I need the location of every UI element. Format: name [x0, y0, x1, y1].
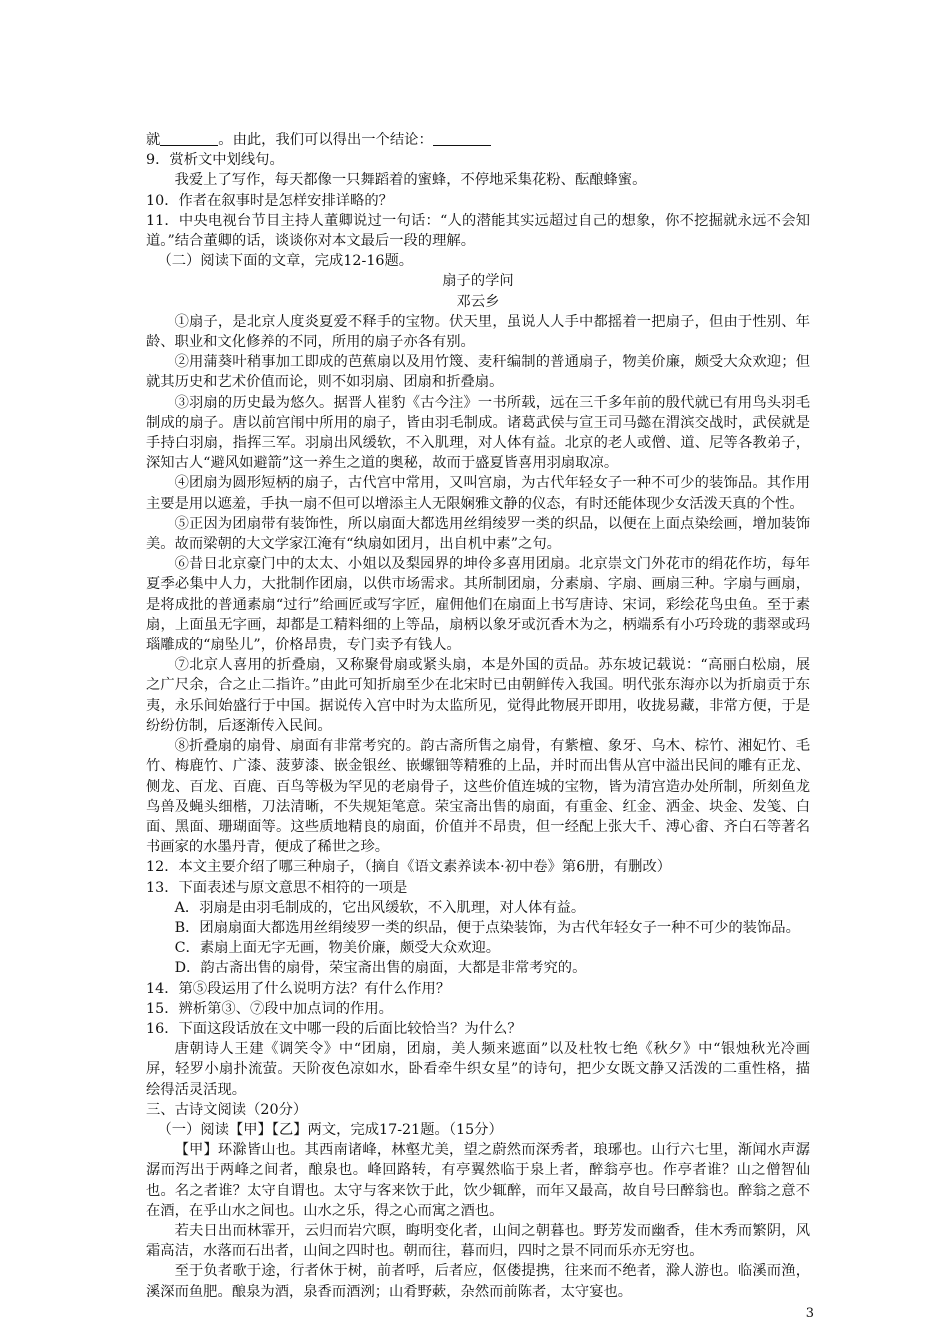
paragraph-text: 唐朝诗人王建《调笑令》中“团扇，团扇，美人频来遮面”以及杜牧七绝《秋夕》中“银烛秋光冷画屏，轻罗小扇扑流萤。天阶夜色凉如水，卧看牵牛织女星”的诗句，把少女既文静又活泼的二重性格，描绘得活灵活现。 [146, 1041, 810, 1098]
paragraph-text: 。由此，我们可以得出一个结论： [218, 132, 433, 148]
paragraph-text: ⑧折叠扇的扇骨、扇面有非常考究的。韵古斋所售之扇骨，有紫檀、象牙、乌木、棕竹、湘妃竹、毛竹、梅鹿竹、广漆、菠萝漆、嵌金银丝、嵌螺钿等精雅的上品，并时而出售从宫中溢出民间的雕有正龙、侧龙、百龙、百鹿、百鸟等极为罕见的老扇骨子，这些价值连城的宝物，皆为清宫造办处所制，所刻鱼龙鸟兽及蝇头细楷，刀法清晰，不失规矩笔意。荣宝斋出售的扇面，有重金、红金、洒金、块金、发笺、白面、黑面、珊瑚面等。这些质地精良的扇面，价值并不昂贵，但一经配上张大千、溥心畬、齐白石等著名书画家的水墨丹青，便成了稀世之珍。 [146, 738, 810, 856]
paragraph-text: A．羽扇是由羽毛制成的，它出风缓软，不入肌理，对人体有益。 [174, 899, 586, 916]
paragraph-text: 14．第⑤段运用了什么说明方法？有什么作用？ [146, 980, 451, 997]
text-paragraph [146, 898, 810, 918]
paragraph-text: 若夫日出而林霏开，云归而岩穴暝，晦明变化者，山间之朝暮也。野芳发而幽香，佳木秀而繁阴，风霜高洁，水落而石出者，山间之四时也。朝而往，暮而归，四时之景不同而乐亦无穷也。 [146, 1222, 810, 1260]
document-body [146, 130, 810, 1302]
paragraph-text: 16．下面这段话放在文中哪一段的后面比较恰当？为什么？ [146, 1020, 522, 1037]
paragraph-text: 9．赏析文中划线句。 [146, 152, 284, 169]
text-paragraph [146, 514, 810, 554]
answer-blank[interactable] [433, 131, 491, 146]
paragraph-text: 邓云乡 [456, 293, 500, 310]
paragraph-text: 13．下面表述与原文意思不相符的一项是 [146, 879, 408, 896]
paragraph-text: ①扇子，是北京人度炎夏爱不释手的宝物。伏天里，虽说人人手中都摇着一把扇子，但由于性别、年龄、职业和文化修养的不同，所用的扇子亦各有别。 [146, 313, 810, 351]
paragraph-text: 扇子的学问 [442, 273, 514, 290]
text-paragraph [146, 999, 810, 1019]
text-paragraph [146, 736, 810, 857]
paragraph-text: （二）阅读下面的文章，完成12-16题。 [157, 253, 414, 270]
paragraph-text: ②用蒲葵叶稍事加工即成的芭蕉扇以及用竹篾、麦秆编制的普通扇子，物美价廉，颇受大众欢迎；但就其历史和艺术价值而论，则不如羽扇、团扇和折叠扇。 [146, 354, 810, 391]
paragraph-text: 15．辨析第③、⑦段中加点词的作用。 [146, 1000, 393, 1017]
text-paragraph [146, 878, 810, 898]
paragraph-text: 10．作者在叙事时是怎样安排详略的？ [146, 192, 393, 209]
page-number: 3 [805, 1306, 814, 1321]
paragraph-text: 12．本文主要介绍了哪三种扇子，（摘自《语文素养读本·初中卷》第6册，有删改） [146, 859, 672, 876]
text-paragraph [146, 1019, 810, 1039]
text-paragraph [146, 473, 810, 513]
text-paragraph [146, 1100, 810, 1120]
paragraph-text: D．韵古斋出售的扇骨，荣宝斋出售的扇面，大都是非常考究的。 [174, 960, 587, 977]
text-paragraph [146, 170, 810, 190]
text-paragraph [146, 251, 810, 271]
paragraph-text: ⑥昔日北京豪门中的太太、小姐以及梨园界的坤伶多喜用团扇。北京崇文门外花市的绢花作坊，每年夏季必集中人力，大批制作团扇，以供市场需求。其所制团扇，分素扇、字扇、画扇三种。字扇与画扇，是将成批的普通素扇“过行”给画匠或写字匠，雇佣他们在扇面上书写唐诗、宋词，彩绘花鸟虫鱼。至于素扇，上面虽无字画，却都是工精料细的上等品，扇柄以象牙或沉香木为之，柄端系有小巧玲珑的翡翠或玛瑙雕成的“扇坠儿”，价格昂贵，专门卖予有钱人。 [146, 556, 810, 654]
text-paragraph [146, 1140, 810, 1221]
paragraph-text: ⑤正因为团扇带有装饰性，所以扇面大都选用丝绢绫罗一类的织品，以便在上面点染绘画，增加装饰美。故而梁朝的大文学家江淹有“纨扇如团月，出自机中素”之句。 [146, 515, 810, 553]
text-paragraph [146, 393, 810, 474]
text-paragraph [146, 130, 810, 150]
paragraph-text: B．团扇扇面大都选用丝绢绫罗一类的织品，便于点染装饰，为古代年轻女子一种不可少的装饰品。 [174, 919, 800, 936]
text-paragraph [146, 211, 810, 251]
text-paragraph [146, 938, 810, 958]
text-paragraph [146, 554, 810, 655]
text-paragraph [146, 655, 810, 736]
answer-blank[interactable] [160, 131, 218, 146]
paragraph-text: 11．中央电视台节目主持人董卿说过一句话：“人的潜能其实远超过自己的想象，你不挖掘就永远不会知道。”结合董卿的话，谈谈你对本文最后一段的理解。 [146, 212, 810, 250]
paragraph-text: ④团扇为圆形短柄的扇子，古代宫中常用，又叫宫扇，为古代年轻女子一种不可少的装饰品。其作用主要是用以遮羞，手执一扇不但可以增添主人无限娴雅文静的仪态，有时还能体现少女活泼天真的个性。 [146, 475, 810, 512]
paragraph-text: 三、古诗文阅读（20分） [146, 1101, 308, 1118]
text-paragraph [146, 1039, 810, 1100]
text-paragraph [146, 150, 810, 170]
paragraph-text: 我爱上了写作，每天都像一只舞蹈着的蜜蜂，不停地采集花粉、酝酿蜂蜜。 [174, 172, 647, 189]
paragraph-text: （一）阅读【甲】【乙】两文，完成17-21题。（15分） [157, 1121, 503, 1138]
text-paragraph [146, 352, 810, 392]
paragraph-text: 至于负者歌于途，行者休于树，前者呼，后者应，伛偻提携，往来而不绝者，滁人游也。临溪而渔，溪深而鱼肥。酿泉为酒，泉香而酒洌；山肴野蔌，杂然而前陈者，太守宴也。 [146, 1263, 810, 1300]
text-paragraph [146, 958, 810, 978]
text-paragraph [146, 1120, 810, 1140]
paragraph-text: 【甲】环滁皆山也。其西南诸峰，林壑尤美，望之蔚然而深秀者，琅琊也。山行六七里，渐闻水声潺潺而泻出于两峰之间者，酿泉也。峰回路转，有亭翼然临于泉上者，醉翁亭也。作亭者谁？山之僧智仙也。名之者谁？太守自谓也。太守与客来饮于此，饮少辄醉，而年又最高，故自号曰醉翁也。醉翁之意不在酒，在乎山水之间也。山水之乐，得之心而寓之酒也。 [146, 1142, 810, 1219]
paragraph-text: ③羽扇的历史最为悠久。据晋人崔豹《古今注》一书所载，远在三千多年前的殷代就已有用鸟头羽毛制成的扇子。唐以前宫闱中所用的扇子，皆由羽毛制成。诸葛武侯与宣王司马懿在渭滨交战时，武侯就是手持白羽扇，指挥三军。羽扇出风缓软，不入肌理，对人体有益。北京的老人或僧、道、尼等各教弟子，深知古人“避风如避箭”这一养生之道的奥秘，故而于盛夏皆喜用羽扇取凉。 [146, 394, 810, 472]
text-paragraph [146, 312, 810, 352]
text-paragraph [146, 292, 810, 312]
text-paragraph [146, 1261, 810, 1301]
paragraph-text: C．素扇上面无字无画，物美价廉，颇受大众欢迎。 [174, 940, 501, 957]
text-paragraph [146, 918, 810, 938]
text-paragraph [146, 271, 810, 291]
text-paragraph [146, 857, 810, 877]
paragraph-text: 就 [146, 132, 161, 148]
text-paragraph [146, 191, 810, 211]
paragraph-text: ⑦北京人喜用的折叠扇，又称聚骨扇或紧头扇，本是外国的贡品。苏东坡记载说：“高丽白松扇，展之广尺余，合之止二指许。”由此可知折扇至少在北宋时已由朝鲜传入我国。明代张东海亦以为折扇贡于东夷，永乐间始盛行于中国。据说传入宫中时为太监所见，觉得此物展开即用，收拢易藏，非常方便，于是纷纷仿制，后逐渐传入民间。 [146, 657, 810, 734]
text-paragraph [146, 1221, 810, 1261]
text-paragraph [146, 979, 810, 999]
